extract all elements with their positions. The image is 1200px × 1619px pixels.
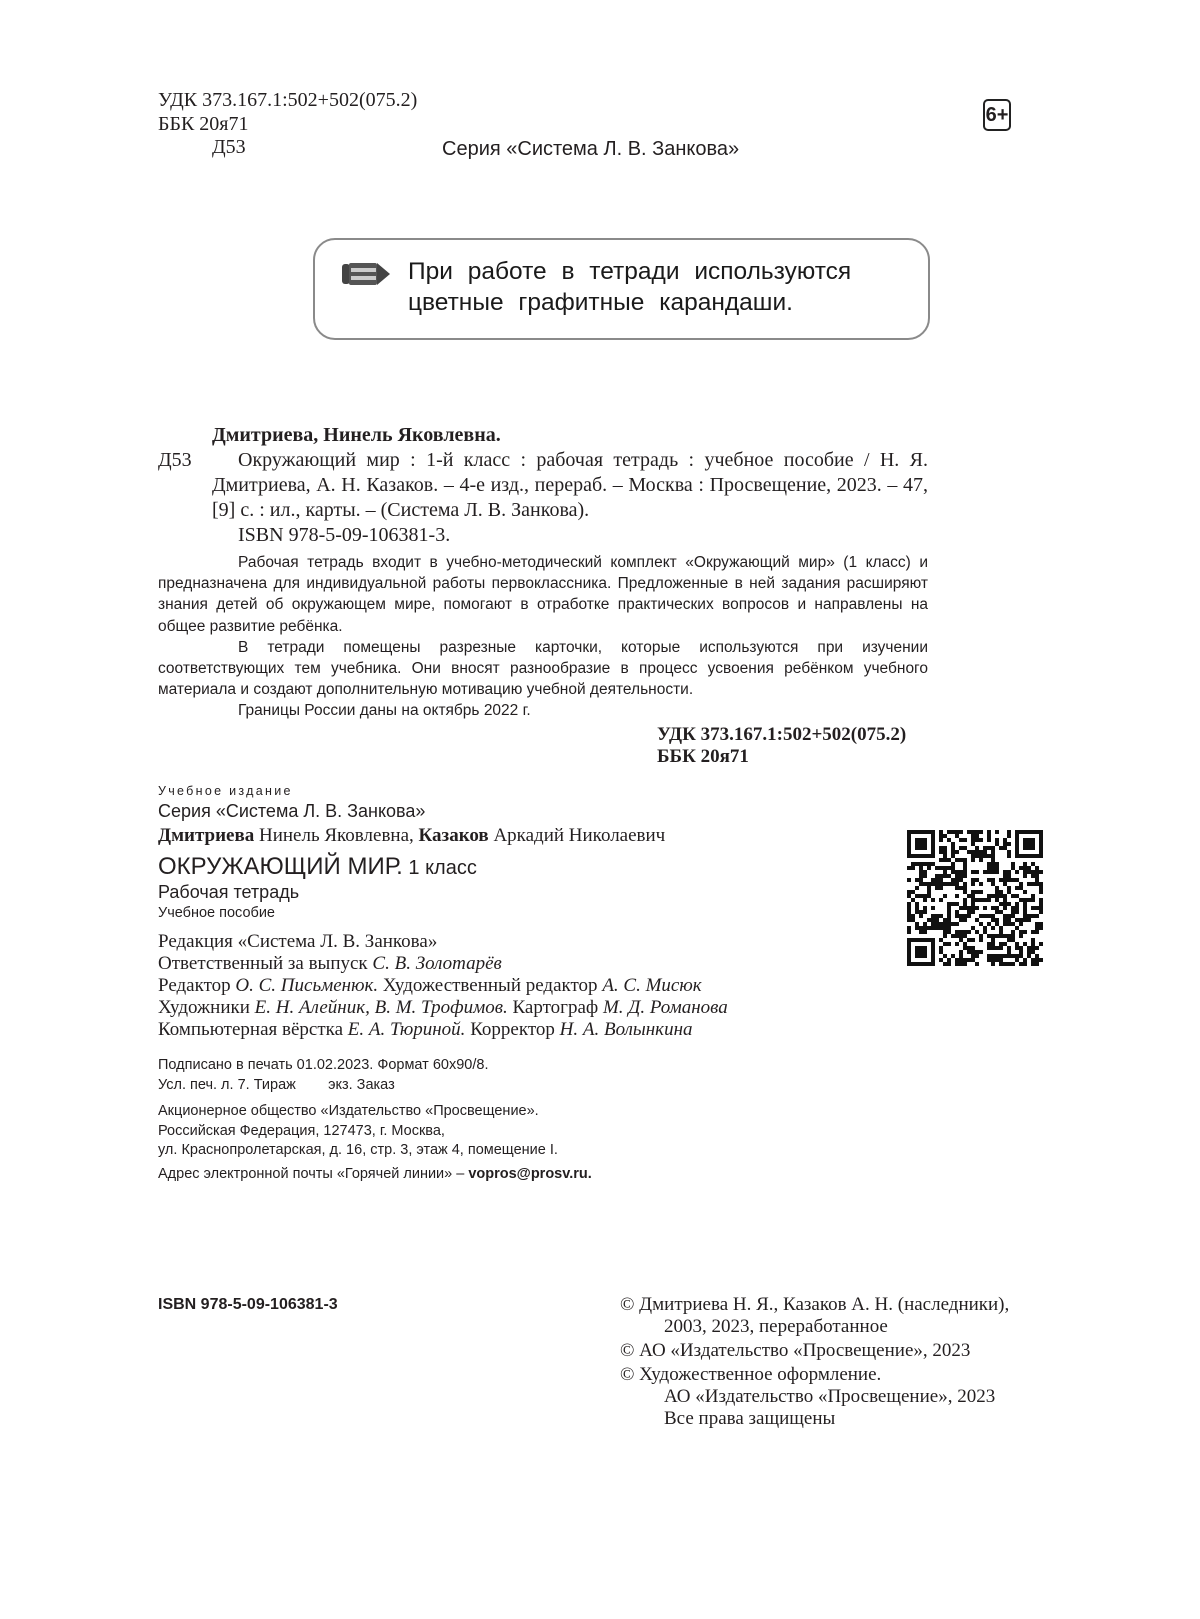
- credit-line: [158, 975, 728, 997]
- imprint-authors: [158, 825, 665, 847]
- author1-surname: Дмитриева: [158, 825, 255, 846]
- credit-line: [158, 1019, 728, 1041]
- imprint-book-type: Учебное пособие: [158, 905, 275, 921]
- annotation-paragraph: Границы России даны на октябрь 2022 г.: [238, 702, 531, 720]
- copyright-line: © Художественное оформление.: [620, 1364, 882, 1385]
- publisher-line: ул. Краснопролетарская, д. 16, стр. 3, этаж 4, помещение I.: [158, 1142, 558, 1158]
- print-line: Подписано в печать 01.02.2023. Формат 60x90/8.: [158, 1057, 489, 1073]
- credit-line: [158, 997, 728, 1019]
- author1-name: Нинель Яковлевна,: [254, 825, 419, 846]
- credit-label: Картограф: [507, 997, 603, 1018]
- credit-name: Е. А. Тюриной.: [347, 1019, 466, 1040]
- series-header: Серия «Система Л. В. Занкова»: [442, 138, 740, 160]
- annotation-paragraph: Рабочая тетрадь входит в учебно-методический комплект «Окружающий мир» (1 класс) и предназначена для индивидуальной работы первоклассника. Предложенные в ней задания расширяют знания детей об окружающем мире, помогают в отработке практических вопросов и направлены на общее развитие ребёнка.: [158, 554, 928, 635]
- pencil-notice-text: [408, 256, 851, 318]
- imprint-title: [158, 853, 477, 884]
- print-line: Усл. печ. л. 7. Тираж экз. Заказ: [158, 1076, 395, 1093]
- catalog-description: Окружающий мир : 1-й класс : рабочая тетрадь : учебное пособие / Н. Я. Дмитриева, А. Н. Казаков. – 4-е изд., перераб. – Москва : Просвещение, 2023. – 47, [9] с. : ил., карты. – (Система Л. В. Занкова).: [212, 449, 928, 521]
- credits: [158, 931, 728, 1041]
- credit-label: Ответственный за выпуск: [158, 953, 373, 974]
- imprint-subtitle: Рабочая тетрадь: [158, 882, 300, 902]
- udk-header: УДК 373.167.1:502+502(075.2): [158, 89, 418, 111]
- catalog-bbk: ББК 20я71: [657, 746, 749, 767]
- book-grade: 1 класс: [402, 857, 477, 879]
- credit-name: О. С. Письменюк.: [235, 975, 379, 996]
- credit-label: Редакция «Система Л. В. Занкова»: [158, 931, 438, 952]
- publisher-line: Акционерное общество «Издательство «Просвещение».: [158, 1103, 539, 1119]
- credit-label: Компьютерная вёрстка: [158, 1019, 348, 1040]
- author-code-header: Д53: [212, 136, 246, 158]
- age-rating-badge: [983, 99, 1011, 131]
- credit-name: Н. А. Волынкина: [559, 1019, 693, 1040]
- author2-name: Аркадий Николаевич: [488, 825, 666, 846]
- credit-name: А. С. Мисюк: [602, 975, 702, 996]
- copyright-line: АО «Издательство «Просвещение», 2023: [664, 1386, 996, 1407]
- catalog-code: Д53: [158, 449, 192, 471]
- credit-label: Редактор: [158, 975, 236, 996]
- annotation: [158, 552, 928, 722]
- hotline-email: vopros@prosv.ru.: [468, 1166, 592, 1182]
- notice-line-1: При работе в тетради используются: [408, 258, 852, 285]
- credit-label: Корректор: [465, 1019, 560, 1040]
- hotline-label: Адрес электронной почты «Горячей линии» –: [158, 1166, 469, 1182]
- hotline: [158, 1165, 592, 1185]
- credit-line: [158, 953, 728, 975]
- copyright-line: © АО «Издательство «Просвещение», 2023: [620, 1340, 971, 1361]
- bbk-header: ББК 20я71: [158, 113, 249, 135]
- publisher-line: Российская Федерация, 127473, г. Москва,: [158, 1122, 445, 1139]
- copyright-line: © Дмитриева Н. Я., Казаков А. Н. (наследники),: [620, 1294, 1010, 1315]
- credit-name: С. В. Золотарёв: [372, 953, 502, 974]
- footer-isbn: ISBN 978-5-09-106381-3: [158, 1296, 338, 1313]
- notice-line-2: цветные графитные карандаши.: [408, 289, 793, 316]
- copyright-line: 2003, 2023, переработанное: [664, 1316, 888, 1337]
- copyright-line: Все права защищены: [664, 1408, 836, 1429]
- pencil-icon: [340, 260, 396, 293]
- credit-line: [158, 931, 728, 953]
- imprint-series: Серия «Система Л. В. Занкова»: [158, 801, 426, 821]
- print-info: [158, 1056, 488, 1095]
- age-rating-text: 6+: [985, 104, 1009, 126]
- publisher-address: [158, 1102, 558, 1161]
- edition-type: Учебное издание: [158, 784, 293, 798]
- copyright-block: [620, 1294, 1009, 1430]
- book-title: ОКРУЖАЮЩИЙ МИР.: [158, 853, 403, 880]
- credit-name: М. Д. Романова: [602, 997, 728, 1018]
- qr-code: [907, 830, 1043, 971]
- credit-label: Художники: [158, 997, 255, 1018]
- catalog-udk: УДК 373.167.1:502+502(075.2): [657, 724, 907, 745]
- author2-surname: Казаков: [418, 825, 489, 846]
- credit-name: Е. Н. Алейник, В. М. Трофимов.: [254, 997, 508, 1018]
- annotation-paragraph: В тетради помещены разрезные карточки, которые используются при изучении соответствующих тем учебника. Они вносят разнообразие в процесс усвоения ребёнком учебного материала и создают дополнительную мотивацию учебной деятельности.: [158, 638, 928, 699]
- credit-label: Художественный редактор: [378, 975, 603, 996]
- catalog-isbn: ISBN 978-5-09-106381-3.: [238, 524, 451, 546]
- catalog-author-heading: Дмитриева, Нинель Яковлевна.: [212, 424, 501, 446]
